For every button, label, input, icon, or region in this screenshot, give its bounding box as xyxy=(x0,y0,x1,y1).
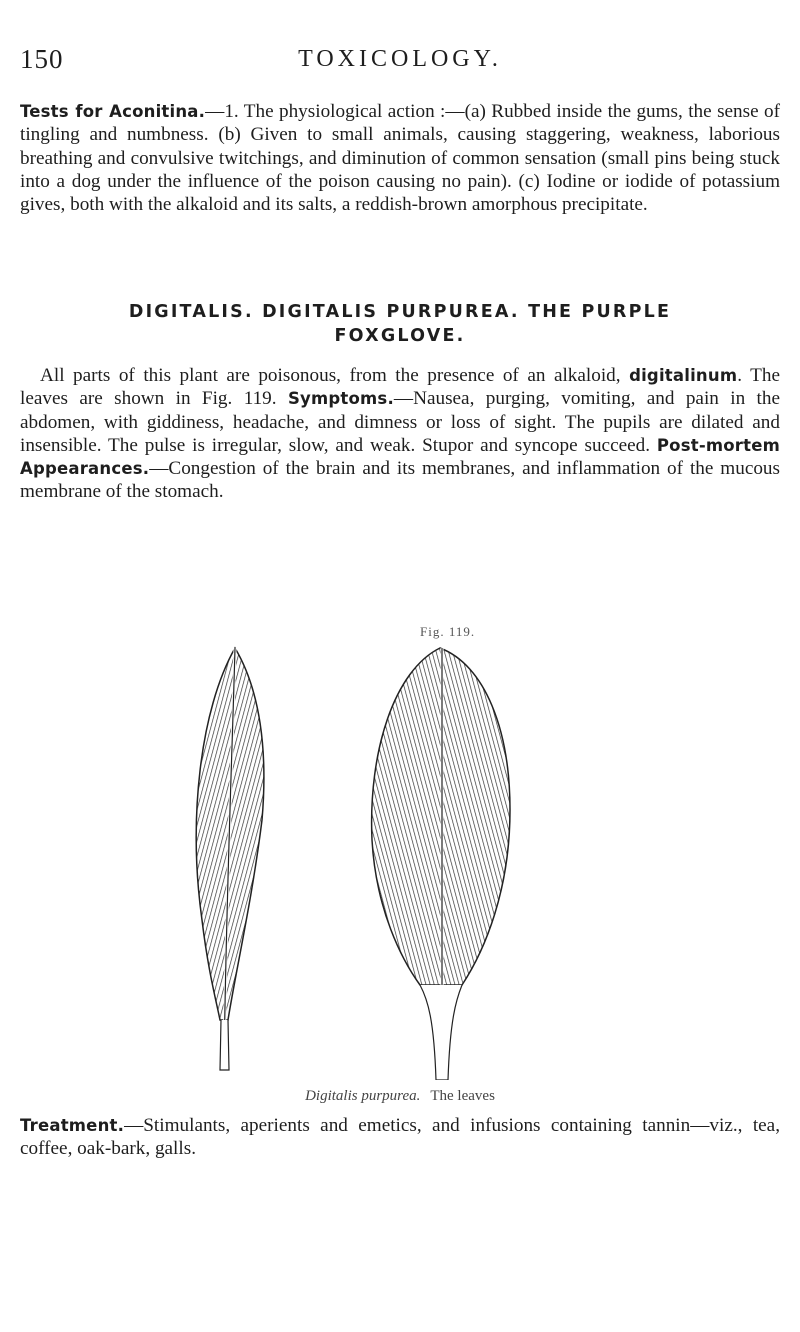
digitalis-heading-line1: DIGITALIS. DIGITALIS PURPUREA. THE PURPLE xyxy=(128,302,672,322)
figure-caption-rest: The leaves xyxy=(430,1088,495,1104)
left-leaf-illustration xyxy=(196,648,264,1070)
digitalinum-term: digitalinum xyxy=(629,366,738,385)
right-leaf-illustration xyxy=(372,648,510,1080)
foxglove-leaves-figure xyxy=(180,640,600,1080)
figure-label: Fig. 119. xyxy=(420,624,476,639)
figure-caption-italic: Digitalis purpurea. xyxy=(305,1088,421,1104)
aconitina-text: —1. The physiological action :—(a) Rubbed inside the gums, the sense of tingling and numbness. (b) Given to small animals, causing staggering, weakness, laborious breathing and convulsive twitchings, and diminution of common sensation (small pins being stuck into a dog under the influence of the poison causing no pain). (c) Iodine or iodide of potassium gives, both with the alkaloid and its salts, a reddish-brown amorphous precipitate. xyxy=(20,101,781,216)
aconitina-heading: Tests for Aconitina. xyxy=(20,102,206,121)
running-header xyxy=(0,44,800,84)
page-number: 150 xyxy=(20,44,64,74)
treatment-text: —Stimulants, aperients and emetics, and infusions containing tannin—viz., tea, coffee, oak-bark, galls. xyxy=(20,1115,780,1160)
treatment-label: Treatment. xyxy=(20,1116,125,1135)
aconitina-tests-paragraph xyxy=(20,100,780,216)
symptoms-label: Symptoms. xyxy=(287,389,394,409)
digitalis-intro-before: All parts of this plant are poisonous, from the presence of an alkaloid, xyxy=(40,365,630,386)
digitalis-heading-line2: FOXGLOVE. xyxy=(334,326,466,346)
running-title: TOXICOLOGY. xyxy=(298,46,502,72)
postmortem-label: Post-mortem Appearances. xyxy=(20,435,781,479)
treatment-paragraph xyxy=(20,1114,780,1161)
symptoms-text: —Nausea, purging, vomiting, and pain in the abdomen, with giddiness, headache, and dimness or loss of sight. The pupils are dilated and insensible. The pulse is irregular, slow, and weak. Stupor and syncope succeed. xyxy=(20,388,781,456)
figure-caption xyxy=(0,1088,800,1105)
digitalis-intro-after: . The leaves are shown in Fig. 119. xyxy=(20,365,781,410)
digitalis-heading xyxy=(20,300,780,348)
postmortem-text: —Congestion of the brain and its membranes, and inflammation of the mucous membrane of the stomach. xyxy=(20,458,780,503)
digitalis-paragraph xyxy=(20,364,780,504)
